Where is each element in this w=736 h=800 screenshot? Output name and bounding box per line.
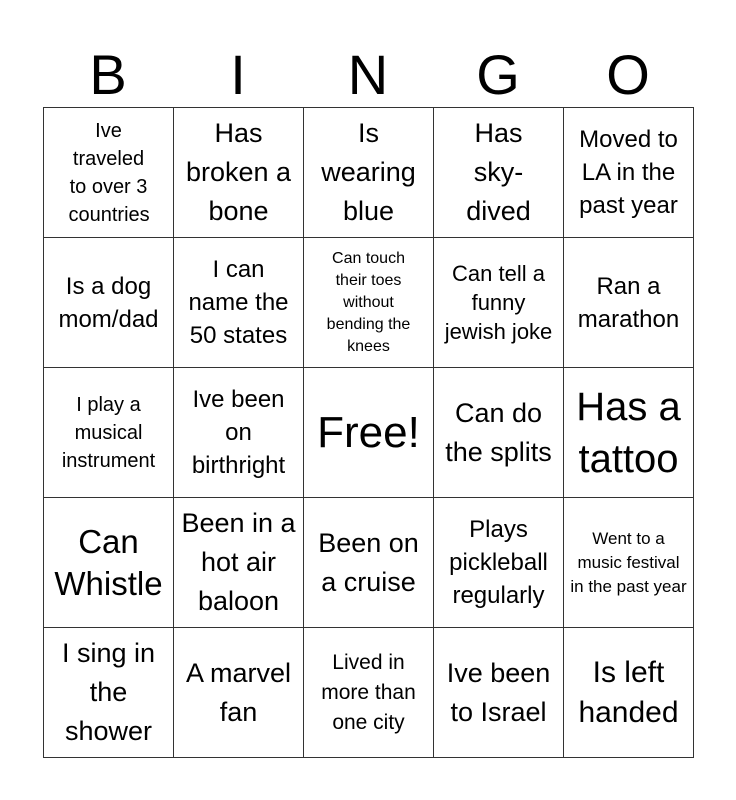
cell-text: A marvel fan [185, 657, 292, 727]
bingo-cell[interactable] [564, 108, 694, 238]
bingo-cell[interactable] [174, 238, 304, 368]
header-letter-o: O [606, 43, 650, 106]
bingo-cell[interactable] [44, 498, 174, 628]
cell-text: Ive traveled to over 3 countries [68, 119, 150, 226]
bingo-cell[interactable] [44, 368, 174, 498]
bingo-cell[interactable] [434, 368, 564, 498]
bingo-cell[interactable] [44, 108, 174, 238]
cell-text: Can Whistle [54, 522, 163, 602]
bingo-cell[interactable] [304, 108, 434, 238]
bingo-cell[interactable] [564, 238, 694, 368]
cell-text: Has broken a bone [185, 118, 292, 226]
bingo-cell[interactable] [304, 238, 434, 368]
cell-text: Is left handed [578, 655, 679, 729]
bingo-cell[interactable] [434, 108, 564, 238]
bingo-cell[interactable] [174, 498, 304, 628]
cell-text: I play a musical instrument [61, 393, 156, 472]
cell-text: Ran a marathon [577, 272, 680, 333]
bingo-cell[interactable] [434, 498, 564, 628]
cell-text: I sing in the shower [61, 638, 156, 746]
cell-text: Has a tattoo [576, 384, 681, 481]
bingo-cell[interactable] [44, 238, 174, 368]
bingo-cell[interactable] [564, 628, 694, 758]
bingo-board [43, 107, 694, 758]
bingo-cell[interactable] [44, 628, 174, 758]
cell-text: Can touch their toes without bending the knees [326, 249, 411, 355]
bingo-cell[interactable] [174, 628, 304, 758]
bingo-cell[interactable] [434, 628, 564, 758]
header-letter-i: I [230, 43, 246, 106]
cell-text: Ive been to Israel [446, 657, 551, 727]
header-letter-b: B [89, 43, 127, 106]
cell-text: Moved to LA in the past year [579, 126, 678, 219]
cell-text: Can do the splits [445, 397, 552, 467]
bingo-cell[interactable] [304, 628, 434, 758]
bingo-cell[interactable] [564, 498, 694, 628]
cell-text: Been in a hot air baloon [181, 508, 296, 616]
cell-text: Been on a cruise [318, 527, 419, 597]
cell-text: Is a dog mom/dad [58, 272, 159, 333]
cell-text: Plays pickleball regularly [449, 516, 548, 609]
cell-text: Went to a music festival in the past year [570, 528, 687, 596]
bingo-header [43, 42, 693, 108]
cell-text: Can tell a funny jewish joke [444, 261, 553, 344]
cell-text: I can name the 50 states [188, 256, 289, 349]
bingo-cell[interactable] [174, 108, 304, 238]
cell-text: Lived in more than one city [321, 650, 416, 734]
cell-text-free: Free! [317, 407, 420, 457]
header-letter-g: G [476, 43, 520, 106]
header-letter-n: N [347, 43, 389, 106]
bingo-cell[interactable] [434, 238, 564, 368]
cell-text: Has sky-dived [466, 118, 531, 226]
bingo-cell[interactable] [304, 498, 434, 628]
bingo-cell[interactable] [564, 368, 694, 498]
cell-text: Is wearing blue [321, 118, 416, 226]
bingo-cell[interactable] [304, 368, 434, 498]
cell-text: Ive been on birthright [191, 386, 286, 479]
bingo-cell[interactable] [174, 368, 304, 498]
